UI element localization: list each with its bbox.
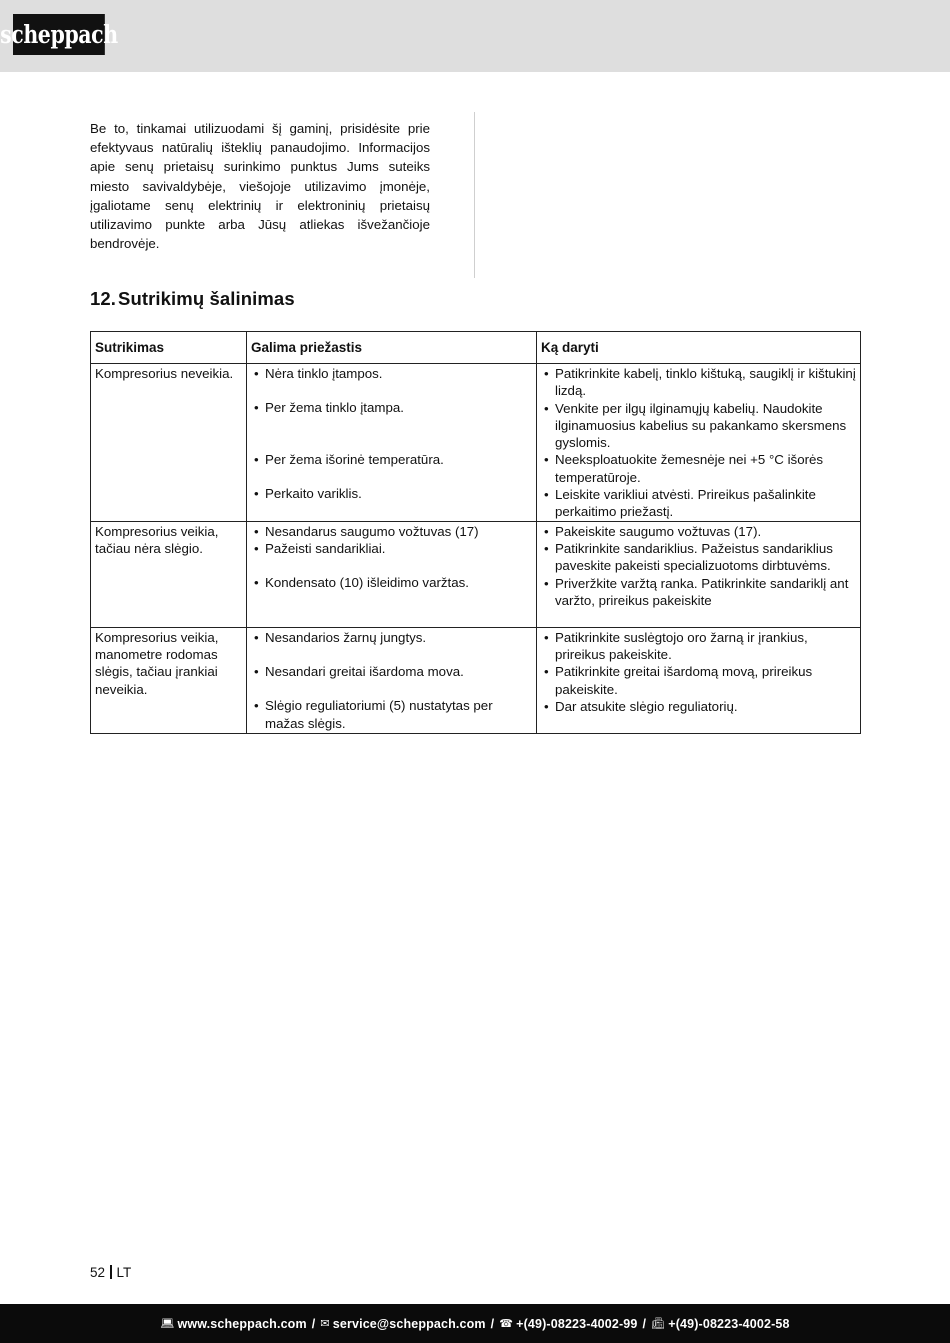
- scheppach-logo: scheppach: [13, 14, 105, 55]
- email-icon: ✉︎: [320, 1318, 330, 1330]
- action-item: • Dar atsukite slėgio reguliatorių.: [541, 698, 856, 715]
- email-link[interactable]: service@scheppach.com: [332, 1316, 486, 1331]
- table-row: [91, 627, 861, 733]
- troubleshooting-table: [90, 331, 861, 734]
- cause-item: • Nesandarus saugumo vožtuvas (17): [251, 523, 532, 540]
- separator: /: [642, 1316, 647, 1331]
- action-item: • Pakeiskite saugumo vožtuvas (17).: [541, 523, 856, 540]
- problem-cell: Kompresorius neveikia.: [91, 364, 247, 522]
- action-cell: [537, 521, 861, 627]
- header-problem: Sutrikimas: [91, 332, 247, 364]
- action-item: • Patikrinkite greitai išardomą movą, prireikus pakeiskite.: [541, 663, 856, 698]
- cause-item: • Nėra tinklo įtampos.: [251, 365, 532, 382]
- cause-cell: [247, 627, 537, 733]
- section-title-text: Sutrikimų šalinimas: [118, 288, 295, 309]
- fax-number: +(49)-08223-4002-58: [668, 1316, 790, 1331]
- cause-item: • Slėgio reguliatoriumi (5) nustatytas per mažas slėgis.: [251, 697, 532, 732]
- cause-cell: [247, 521, 537, 627]
- cause-item: • Kondensato (10) išleidimo varžtas.: [251, 574, 532, 591]
- separator: /: [311, 1316, 316, 1331]
- section-title: [90, 288, 295, 310]
- contact-footer: [0, 1304, 950, 1343]
- cause-cell: [247, 364, 537, 522]
- cause-item: • Pažeisti sandarikliai.: [251, 540, 532, 557]
- action-item: • Priveržkite varžtą ranka. Patikrinkite sandariklį ant varžto, prireikus pakeiskite: [541, 575, 856, 610]
- header-cause: Galima priežastis: [247, 332, 537, 364]
- cause-item: • Perkaito variklis.: [251, 485, 532, 502]
- fax-icon: 📠︎: [651, 1318, 666, 1330]
- problem-cell: Kompresorius veikia, tačiau nėra slėgio.: [91, 521, 247, 627]
- cause-item: • Nesandari greitai išardoma mova.: [251, 663, 532, 680]
- cause-item: • Per žema tinklo įtampa.: [251, 399, 532, 416]
- problem-cell: Kompresorius veikia, manometre rodomas slėgis, tačiau įrankiai neveikia.: [91, 627, 247, 733]
- section-number: 12.: [90, 288, 117, 309]
- header-action: Ką daryti: [537, 332, 861, 364]
- page-number: [90, 1265, 131, 1280]
- language-code: LT: [116, 1265, 132, 1280]
- table-row: [91, 364, 861, 522]
- action-cell: [537, 627, 861, 733]
- action-item: • Venkite per ilgų ilginamųjų kabelių. Naudokite ilginamuosius kabelius su pakankamo skersmens gyslomis.: [541, 400, 856, 452]
- action-item: • Patikrinkite sandariklius. Pažeistus sandariklius paveskite pakeisti specializuotoms dirbtuvėms.: [541, 540, 856, 575]
- action-item: • Leiskite varikliui atvėsti. Prireikus pašalinkite perkaitimo priežastį.: [541, 486, 856, 521]
- phone-icon: ☎︎: [499, 1318, 514, 1330]
- phone-number: +(49)-08223-4002-99: [516, 1316, 638, 1331]
- table-row: [91, 521, 861, 627]
- intro-paragraph: Be to, tinkamai utilizuodami šį gaminį, prisidėsite prie efektyvaus natūralių išteklių panaudojimo. Informacijos apie senų prietaisų surinkimo punktus Jums suteiks miesto savivaldybėje, viešojoje utilizavimo įmonėje, įgaliotame senų elektrinių ir elektroninių prietaisų utilizavimo punkte arba Jūsų atliekas išvežančioje bendrovėje.: [90, 121, 430, 252]
- computer-icon: 💻︎: [160, 1318, 175, 1330]
- header-band: [0, 0, 950, 72]
- action-item: • Patikrinkite suslėgtojo oro žarną ir įrankius, prireikus pakeiskite.: [541, 629, 856, 664]
- separator: /: [490, 1316, 495, 1331]
- column-divider: [474, 112, 475, 278]
- action-cell: [537, 364, 861, 522]
- action-item: • Neeksploatuokite žemesnėje nei +5 °C išorės temperatūroje.: [541, 451, 856, 486]
- action-item: • Patikrinkite kabelį, tinklo kištuką, saugiklį ir kištukinį lizdą.: [541, 365, 856, 400]
- cause-item: • Per žema išorinė temperatūra.: [251, 451, 532, 468]
- website-link[interactable]: www.scheppach.com: [177, 1316, 307, 1331]
- cause-item: • Nesandarios žarnų jungtys.: [251, 629, 532, 646]
- page-separator: [110, 1265, 112, 1279]
- page-number-value: 52: [90, 1265, 106, 1280]
- table-header-row: [91, 332, 861, 364]
